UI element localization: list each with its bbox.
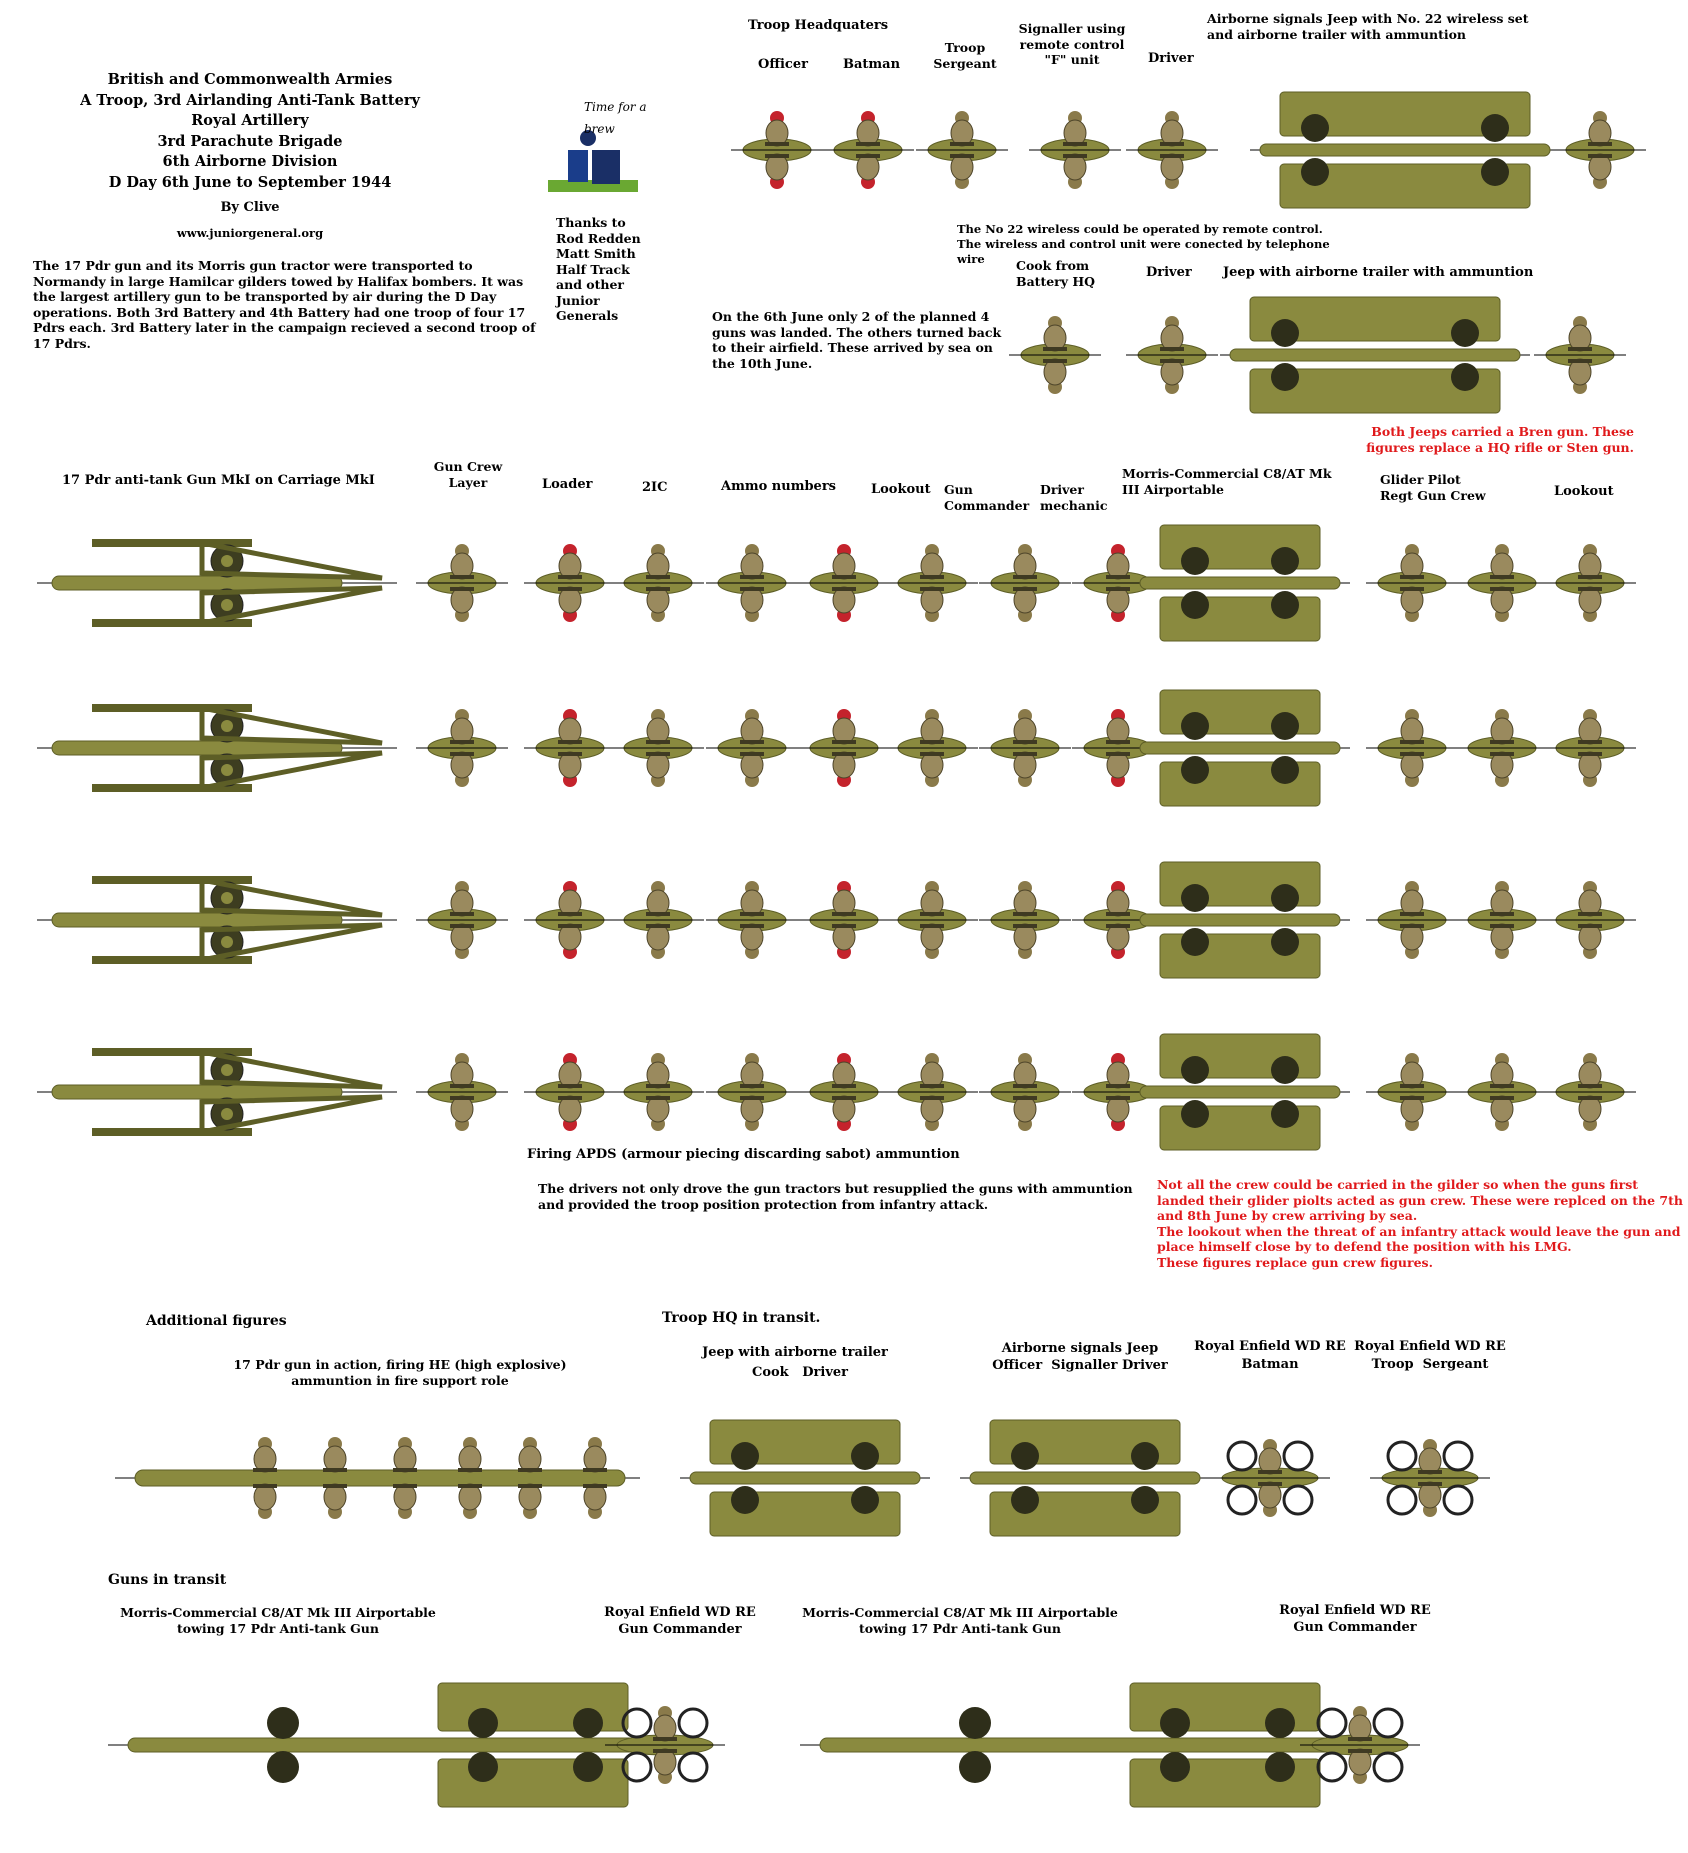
wireless-note: The No 22 wireless could be operated by remote control. The wireless and control unit were conected by telephone wire xyxy=(957,222,1330,266)
glider-crew-1-3 xyxy=(1544,544,1636,622)
gun-crew-3-2 xyxy=(524,881,616,959)
glider-crew-4-2 xyxy=(1456,1053,1548,1131)
sergeant-transit-label: Troop Sergeant xyxy=(1371,1357,1489,1372)
gun-crew-4-6 xyxy=(886,1053,978,1131)
troop-sergeant-label: Troop Sergeant xyxy=(933,40,997,71)
gun-crew-2-5 xyxy=(798,709,890,787)
figure-driver2 xyxy=(1126,316,1218,394)
gun-crew-4-5 xyxy=(798,1053,890,1131)
gun-crew-4-7 xyxy=(979,1053,1071,1131)
glider-crew-note: Not all the crew could be carried in the gilder so when the guns first landed their glider piolts acted as gun crew. These were replced on the 7th and 8th June by crew arriving by sea. The lookout when the threat of an infantry attack would leave the gun and place himself close by to defend the position with his LMG. These figures replace gun crew figures. xyxy=(1157,1177,1683,1270)
gun-crew-2-1 xyxy=(416,709,508,787)
thanks-text: Thanks to Rod Redden Matt Smith Half Track and other Junior Generals xyxy=(556,215,641,323)
guns-transit-label: Guns in transit xyxy=(108,1572,227,1588)
glider-crew-4-1 xyxy=(1366,1053,1458,1131)
tow2-label: Morris-Commercial C8/AT Mk III Airportable towing 17 Pdr Anti-tank Gun xyxy=(802,1605,1118,1636)
morris-tractor-1 xyxy=(1130,525,1350,641)
layer-label: Gun Crew Layer xyxy=(433,459,503,490)
enfield-sergeant-sprite xyxy=(1370,1439,1490,1517)
gun-crew-3-5 xyxy=(798,881,890,959)
driver-mechanic-label: Driver mechanic xyxy=(1040,482,1108,513)
gun-crew-4-3 xyxy=(612,1053,704,1131)
additional-figures-label: Additional figures xyxy=(146,1313,287,1329)
tractor-label: Morris-Commercial C8/AT Mk III Airportable xyxy=(1122,466,1332,497)
website-link[interactable]: www.juniorgeneral.org xyxy=(176,226,324,240)
gun-crew-3-3 xyxy=(612,881,704,959)
gun-crew-4-1 xyxy=(416,1053,508,1131)
brew-logo-text: Time for a brew xyxy=(584,100,647,136)
author: By Clive xyxy=(220,200,280,215)
figure-officer xyxy=(731,111,823,189)
glider-crew-3-2 xyxy=(1456,881,1548,959)
gun-crew-1-6 xyxy=(886,544,978,622)
tow-2-sprite xyxy=(800,1683,1360,1807)
lookout2-label: Lookout xyxy=(1554,484,1614,499)
officer-label: Officer xyxy=(758,57,808,72)
figure-bren-gunner-hq xyxy=(1554,111,1646,189)
gun-crew-2-6 xyxy=(886,709,978,787)
gun-label: 17 Pdr anti-tank Gun MkI on Carriage MkI xyxy=(62,473,375,488)
enfield-commander2-sprite xyxy=(1300,1706,1420,1784)
gun-crew-2-2 xyxy=(524,709,616,787)
enfield-batman-sprite xyxy=(1210,1439,1330,1517)
glider-crew-3-1 xyxy=(1366,881,1458,959)
jeep-trailer-transit-label: Jeep with airborne trailer xyxy=(702,1345,888,1360)
glider-crew-1-2 xyxy=(1456,544,1548,622)
morris-tractor-2 xyxy=(1130,690,1350,806)
figure-signaller xyxy=(1029,111,1121,189)
cook-driver-label: Cook Driver xyxy=(751,1365,848,1380)
gun-crew-3-7 xyxy=(979,881,1071,959)
hq-transit-label: Troop HQ in transit. xyxy=(662,1310,821,1326)
gun-crew-2-4 xyxy=(706,709,798,787)
batman-label: Batman xyxy=(843,57,901,72)
gun-crew-3-4 xyxy=(706,881,798,959)
landing-note: On the 6th June only 2 of the planned 4 guns was landed. The others turned back to their airfield. These arrived by sea on the 10th June. xyxy=(712,309,1002,371)
gun-crew-1-2 xyxy=(524,544,616,622)
anti-tank-gun-3 xyxy=(37,876,397,964)
he-gun-label: 17 Pdr gun in action, firing HE (high explosive) ammuntion in fire support role xyxy=(233,1357,567,1388)
enfield3-label: Royal Enfield WD RE xyxy=(604,1605,756,1620)
intro-text: The 17 Pdr gun and its Morris gun tractor were transported to Normandy in large Hamilcar gilders towed by Halifax bombers. It was the largest artillery gun to be transported by air during the D Day operations. Both 3rd Battery and 4th Battery had one troop of four 17 Pdrs each. 3rd Battery later in the campaign recieved a second troop of 17 Pdrs. xyxy=(33,258,536,351)
lookout-label: Lookout xyxy=(871,482,931,497)
tow-1-sprite xyxy=(108,1683,668,1807)
glider-crew-4-3 xyxy=(1544,1053,1636,1131)
gun-crew-2-3 xyxy=(612,709,704,787)
signals-jeep-label: Airborne signals Jeep with No. 22 wireless set and airborne trailer with ammuntion xyxy=(1207,11,1529,42)
anti-tank-gun-4 xyxy=(37,1048,397,1136)
signals-jeep-sprite xyxy=(1250,92,1560,208)
figure-bren-gunner-2 xyxy=(1534,316,1626,394)
anti-tank-gun-1 xyxy=(37,539,397,627)
officer-signaller-driver-label: Officer Signaller Driver xyxy=(992,1358,1168,1373)
anti-tank-gun-2 xyxy=(37,704,397,792)
bren-note: Both Jeeps carried a Bren gun. These figures replace a HQ rifle or Sten gun. xyxy=(1366,424,1634,455)
jeep-trailer-sprite xyxy=(1220,297,1530,413)
jeep-trailer-label: Jeep with airborne trailer with ammuntion xyxy=(1223,265,1534,280)
morris-tractor-3 xyxy=(1130,862,1350,978)
enfield-commander1-sprite xyxy=(605,1706,725,1784)
gun-crew-3-6 xyxy=(886,881,978,959)
signals-jeep-transit-sprite xyxy=(960,1420,1210,1536)
glider-crew-2-1 xyxy=(1366,709,1458,787)
glider-crew-1-1 xyxy=(1366,544,1458,622)
glider-crew-2-2 xyxy=(1456,709,1548,787)
glider-crew-label: Glider Pilot Regt Gun Crew xyxy=(1380,472,1486,503)
jeep-trailer-transit-sprite xyxy=(680,1420,930,1536)
driver-label: Driver xyxy=(1148,51,1194,66)
gun-crew-2-7 xyxy=(979,709,1071,787)
gun-crew-3-1 xyxy=(416,881,508,959)
enfield2-label: Royal Enfield WD RE xyxy=(1354,1339,1506,1354)
signals-jeep-transit-label: Airborne signals Jeep xyxy=(1001,1341,1159,1356)
ammo-numbers-label: Ammo numbers xyxy=(721,479,836,494)
signaller-label: Signaller using remote control "F" unit xyxy=(1018,21,1126,67)
driver2-label: Driver xyxy=(1146,265,1192,280)
gun-crew-1-4 xyxy=(706,544,798,622)
gun-commander2-label: Gun Commander xyxy=(1293,1620,1417,1635)
figure-cook xyxy=(1009,316,1101,394)
figure-driver xyxy=(1126,111,1218,189)
enfield1-label: Royal Enfield WD RE xyxy=(1194,1339,1346,1354)
gun-commander-label: Gun Commander xyxy=(944,482,1030,513)
enfield4-label: Royal Enfield WD RE xyxy=(1279,1603,1431,1618)
gun-crew-1-5 xyxy=(798,544,890,622)
gun-crew-4-4 xyxy=(706,1053,798,1131)
glider-crew-3-3 xyxy=(1544,881,1636,959)
loader-label: Loader xyxy=(542,477,593,492)
gun-crew-1-3 xyxy=(612,544,704,622)
tow1-label: Morris-Commercial C8/AT Mk III Airportable towing 17 Pdr Anti-tank Gun xyxy=(120,1605,436,1636)
gun-crew-1-7 xyxy=(979,544,1071,622)
batman-transit-label: Batman xyxy=(1241,1357,1299,1372)
cook-label: Cook from Battery HQ xyxy=(1016,258,1096,289)
figure-troop-sergeant xyxy=(916,111,1008,189)
apds-label: Firing APDS (armour piecing discarding sabot) ammuntion xyxy=(527,1147,960,1162)
gun-crew-4-2 xyxy=(524,1053,616,1131)
figure-batman xyxy=(822,111,914,189)
gun-crew-1-1 xyxy=(416,544,508,622)
2ic-label: 2IC xyxy=(642,480,668,495)
glider-crew-2-3 xyxy=(1544,709,1636,787)
sheet-title: British and Commonwealth Armies A Troop, 3rd Airlanding Anti-Tank Battery Royal Artillery 3rd Parachute Brigade 6th Airborne Division D Day 6th June to September 1944 xyxy=(80,71,420,191)
he-gun-sprite xyxy=(115,1437,640,1519)
morris-tractor-4 xyxy=(1130,1034,1350,1150)
gun-commander1-label: Gun Commander xyxy=(618,1622,742,1637)
drivers-note: The drivers not only drove the gun tractors but resupplied the guns with ammuntion and provided the troop position protection from infantry attack. xyxy=(538,1181,1133,1212)
troop-hq-label: Troop Headquaters xyxy=(748,18,889,33)
